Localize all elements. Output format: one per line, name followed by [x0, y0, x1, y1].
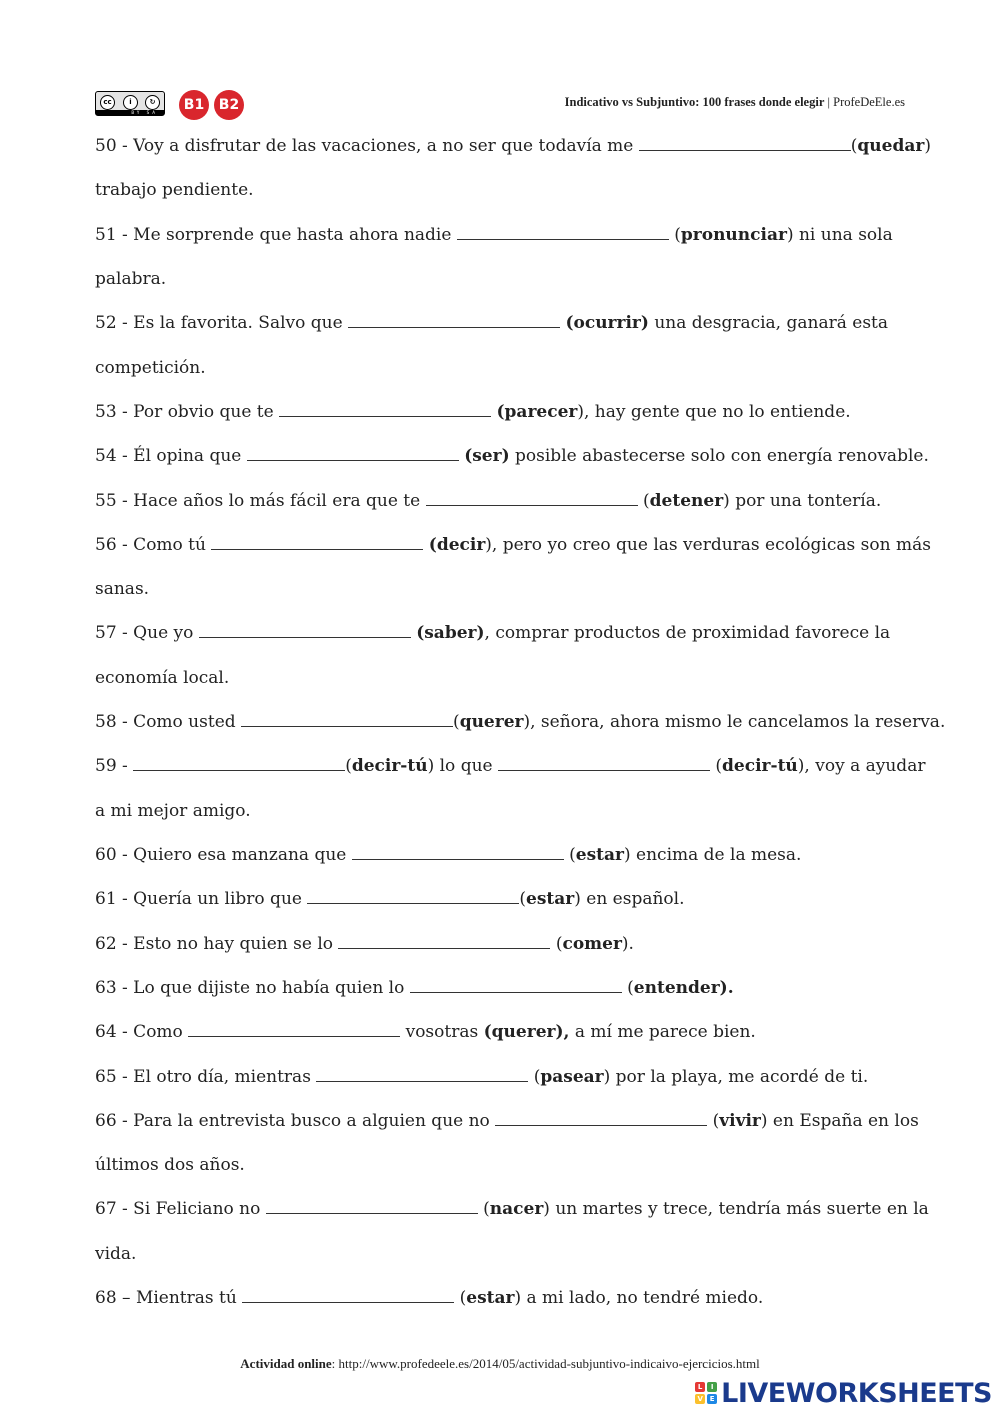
sentence-text: 60 - Quiero esa manzana que — [95, 845, 352, 865]
verb-hint: pasear — [540, 1067, 604, 1087]
exercise-sentence — [95, 888, 915, 910]
sentence-text: ) en español. — [574, 889, 685, 909]
sentence-text: ( — [563, 845, 576, 865]
verb-hint: estar — [526, 889, 575, 909]
sentence-text: 65 - El otro día, mientras — [95, 1067, 317, 1087]
liveworksheets-logo-icon: L I V E — [695, 1382, 717, 1404]
verb-hint: detener — [649, 491, 724, 511]
sentence-text: ), voy a ayudar — [797, 756, 926, 776]
sentence-text: ) en España en los — [760, 1111, 919, 1131]
answer-blank[interactable] — [266, 1199, 478, 1214]
sentence-text: vosotras — [400, 1022, 484, 1042]
sentence-text: ( — [668, 225, 681, 245]
attribution-icon: i — [123, 95, 138, 110]
sentence-text: ) por una tontería. — [723, 491, 882, 511]
verb-hint: nacer — [489, 1199, 544, 1219]
sentence-text: ) un martes y trece, tendría más suerte en la — [543, 1199, 929, 1219]
answer-blank[interactable] — [279, 402, 491, 417]
sentence-text: ), hay gente que no lo entiende. — [577, 402, 851, 422]
sentence-text: ( — [621, 978, 634, 998]
sentence-text: posible abastecerse solo con energía renovable. — [509, 446, 929, 466]
sentence-text: a mi mejor amigo. — [95, 801, 251, 821]
sentence-text: ), señora, ahora mismo le cancelamos la reserva. — [523, 712, 946, 732]
sentence-text: ) — [924, 136, 931, 156]
verb-hint: comer — [562, 934, 622, 954]
exercise-sentence-continuation — [95, 578, 915, 600]
sentence-text: 50 - Voy a disfrutar de las vacaciones, a no ser que todavía me — [95, 136, 639, 156]
sentence-text: ( — [850, 136, 858, 156]
answer-blank[interactable] — [316, 1067, 528, 1082]
sentence-text: economía local. — [95, 668, 230, 688]
exercise-sentence — [95, 135, 931, 157]
verb-hint: (ocurrir) — [565, 313, 649, 333]
sentence-text: ( — [519, 889, 526, 909]
exercise-sentence — [95, 224, 915, 246]
sentence-text: 57 - Que yo — [95, 623, 199, 643]
sentence-text: ), pero yo creo que las verduras ecológicas son más — [485, 535, 931, 555]
verb-hint: quedar — [857, 136, 925, 156]
sentence-text: competición. — [95, 358, 206, 378]
sentence-text: 53 - Por obvio que te — [95, 402, 280, 422]
verb-hint: pronunciar — [680, 225, 787, 245]
exercise-sentence-continuation — [95, 667, 915, 689]
sentence-text: ) por la playa, me acordé de ti. — [603, 1067, 869, 1087]
sentence-text: , comprar productos de proximidad favorece la — [484, 623, 891, 643]
sentence-text: ) lo que — [427, 756, 498, 776]
sentence-text: ( — [710, 756, 723, 776]
exercise-sentence-continuation — [95, 800, 915, 822]
liveworksheets-wordmark: LIVEWORKSHEETS — [721, 1377, 992, 1409]
document-title: Indicativo vs Subjuntivo: 100 frases donde elegir | ProfeDeEle.es — [564, 95, 905, 109]
level-badge-b1: B1 — [179, 90, 209, 120]
answer-blank[interactable] — [199, 623, 411, 638]
exercise-sentence — [95, 534, 931, 556]
footer-label: Actividad online — [240, 1356, 332, 1371]
answer-blank[interactable] — [348, 313, 560, 328]
sentence-text: ( — [477, 1199, 490, 1219]
exercise-sentence — [95, 711, 946, 733]
verb-hint: (saber) — [416, 623, 485, 643]
sentence-text: vida. — [95, 1244, 137, 1264]
answer-blank[interactable] — [410, 978, 622, 993]
exercise-sentence — [95, 490, 915, 512]
verb-hint: decir-tú — [351, 756, 428, 776]
page-header — [95, 88, 905, 120]
exercise-sentence — [95, 1287, 915, 1309]
sentence-text: 52 - Es la favorita. Salvo que — [95, 313, 349, 333]
exercise-sentence — [95, 445, 929, 467]
exercise-sentence-continuation — [95, 1154, 915, 1176]
sentence-text: últimos dos años. — [95, 1155, 245, 1175]
exercise-sentence — [95, 1021, 915, 1043]
sentence-text: ( — [454, 1288, 467, 1308]
answer-blank[interactable] — [426, 491, 638, 506]
exercise-sentence — [95, 1198, 929, 1220]
sentence-text: ) ni una sola — [786, 225, 893, 245]
sentence-text: 67 - Si Feliciano no — [95, 1199, 266, 1219]
sentence-text: 64 - Como — [95, 1022, 189, 1042]
sentence-text: 59 - — [95, 756, 134, 776]
exercise-sentence — [95, 401, 915, 423]
answer-blank[interactable] — [338, 934, 550, 949]
liveworksheets-brand — [695, 1378, 992, 1408]
sentence-text: ) encima de la mesa. — [624, 845, 802, 865]
exercise-sentence — [95, 755, 926, 777]
level-badge-b2: B2 — [214, 90, 244, 120]
verb-hint: vivir — [719, 1111, 761, 1131]
sentence-text: ( — [528, 1067, 541, 1087]
sentence-text: 58 - Como usted — [95, 712, 242, 732]
verb-hint: (ser) — [464, 446, 510, 466]
answer-blank[interactable] — [188, 1022, 400, 1037]
exercise-sentence — [95, 312, 915, 334]
answer-blank[interactable] — [457, 225, 669, 240]
cc-icon: cc — [100, 95, 115, 110]
sentence-text: 63 - Lo que dijiste no había quien lo — [95, 978, 410, 998]
answer-blank[interactable] — [211, 535, 423, 550]
answer-blank[interactable] — [495, 1111, 707, 1126]
sentence-text: ( — [345, 756, 352, 776]
sentence-text: ). — [621, 934, 634, 954]
sentence-text: 66 - Para la entrevista busco a alguien que no — [95, 1111, 496, 1131]
answer-blank[interactable] — [352, 845, 564, 860]
answer-blank[interactable] — [307, 889, 519, 904]
share-alike-icon: ↻ — [145, 95, 160, 110]
sentence-text: sanas. — [95, 579, 150, 599]
footer: Actividad online: http://www.profedeele.es/2014/05/actividad-subjuntivo-indicaivo-ejercicios.html — [240, 1356, 760, 1371]
answer-blank[interactable] — [133, 756, 345, 771]
sentence-text: palabra. — [95, 269, 167, 289]
exercise-sentence-continuation — [95, 268, 915, 290]
exercise-sentence — [95, 844, 915, 866]
exercise-sentence — [95, 977, 915, 999]
sentence-text: 54 - Él opina que — [95, 446, 247, 466]
exercise-sentence — [95, 1066, 915, 1088]
verb-hint: (decir — [428, 535, 486, 555]
verb-hint: entender). — [633, 978, 734, 998]
verb-hint: querer — [459, 712, 524, 732]
verb-hint: decir-tú — [722, 756, 798, 776]
sentence-text: ( — [453, 712, 460, 732]
answer-blank[interactable] — [498, 756, 710, 771]
exercise-sentence — [95, 933, 915, 955]
sentence-text: ( — [550, 934, 563, 954]
sentence-text: trabajo pendiente. — [95, 180, 254, 200]
creative-commons-badge — [95, 91, 165, 116]
sentence-text: 51 - Me sorprende que hasta ahora nadie — [95, 225, 457, 245]
verb-hint: estar — [575, 845, 625, 865]
exercise-sentence-continuation — [95, 1243, 915, 1265]
sentence-text: 56 - Como tú — [95, 535, 212, 555]
answer-blank[interactable] — [241, 712, 453, 727]
cc-license-label: BY SA — [96, 110, 164, 115]
sentence-text: una desgracia, ganará esta — [648, 313, 889, 333]
sentence-text: 62 - Esto no hay quien se lo — [95, 934, 339, 954]
verb-hint: estar — [466, 1288, 515, 1308]
sentence-text: 61 - Quería un libro que — [95, 889, 308, 909]
answer-blank[interactable] — [247, 446, 459, 461]
sentence-text: ( — [707, 1111, 720, 1131]
answer-blank[interactable] — [242, 1288, 454, 1303]
exercise-sentence-continuation — [95, 357, 915, 379]
sentence-text: a mí me parece bien. — [569, 1022, 756, 1042]
sentence-text: ( — [637, 491, 650, 511]
sentence-text: 55 - Hace años lo más fácil era que te — [95, 491, 426, 511]
exercise-sentence-continuation — [95, 179, 915, 201]
verb-hint: (querer), — [483, 1022, 570, 1042]
footer-url[interactable]: http://www.profedeele.es/2014/05/actividad-subjuntivo-indicaivo-ejercicios.html — [338, 1356, 760, 1371]
verb-hint: (parecer — [496, 402, 578, 422]
answer-blank[interactable] — [639, 136, 851, 151]
exercise-sentence — [95, 622, 915, 644]
exercise-sentence — [95, 1110, 919, 1132]
sentence-text: 68 – Mientras tú — [95, 1288, 243, 1308]
sentence-text: ) a mi lado, no tendré miedo. — [514, 1288, 764, 1308]
